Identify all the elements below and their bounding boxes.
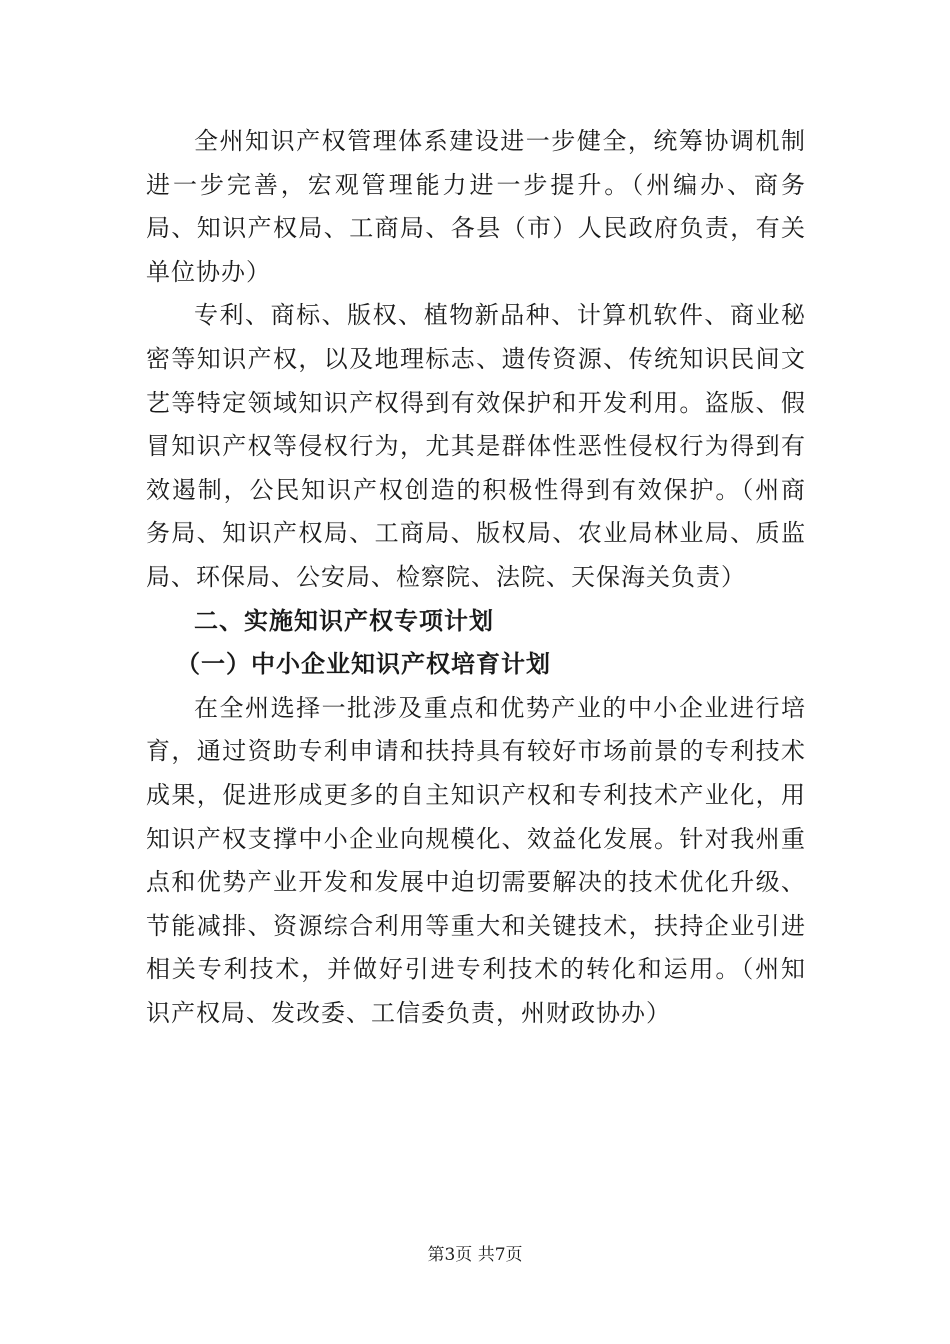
section-heading: 二、实施知识产权专项计划 [194,606,494,635]
paragraph-protection: 专利、商标、版权、植物新品种、计算机软件、商业秘密等知识产权，以及地理标志、遗传资源、传统知识民间文艺等特定领域知识产权得到有效保护和开发利用。盗版、假冒知识产权等侵权行为，尤其是群体性恶性侵权行为得到有效遏制，公民知识产权创造的积极性得到有效保护。（州商务局、知识产权局、工商局、版权局、农业局林业局、质监局、环保局、公安局、检察院、法院、天保海关负责） [146,301,806,591]
paragraph-management-system: 全州知识产权管理体系建设进一步健全，统筹协调机制进一步完善，宏观管理能力进一步提升。（州编办、商务局、知识产权局、工商局、各县（市）人民政府负责，有关单位协办） [146,127,806,286]
page-number-footer: 第3页 共7页 [427,1245,523,1265]
subsection-heading: （一）中小企业知识产权培育计划 [176,650,551,679]
document-body [146,120,806,1035]
paragraph-sme-cultivation: 在全州选择一批涉及重点和优势产业的中小企业进行培育，通过资助专利申请和扶持具有较好市场前景的专利技术成果，促进形成更多的自主知识产权和专利技术产业化，用知识产权支撑中小企业向规模化、效益化发展。针对我州重点和优势产业开发和发展中迫切需要解决的技术优化升级、节能减排、资源综合利用等重大和关键技术，扶持企业引进相关专利技术，并做好引进专利技术的转化和运用。（州知识产权局、发改委、工信委负责，州财政协办） [146,693,806,1027]
